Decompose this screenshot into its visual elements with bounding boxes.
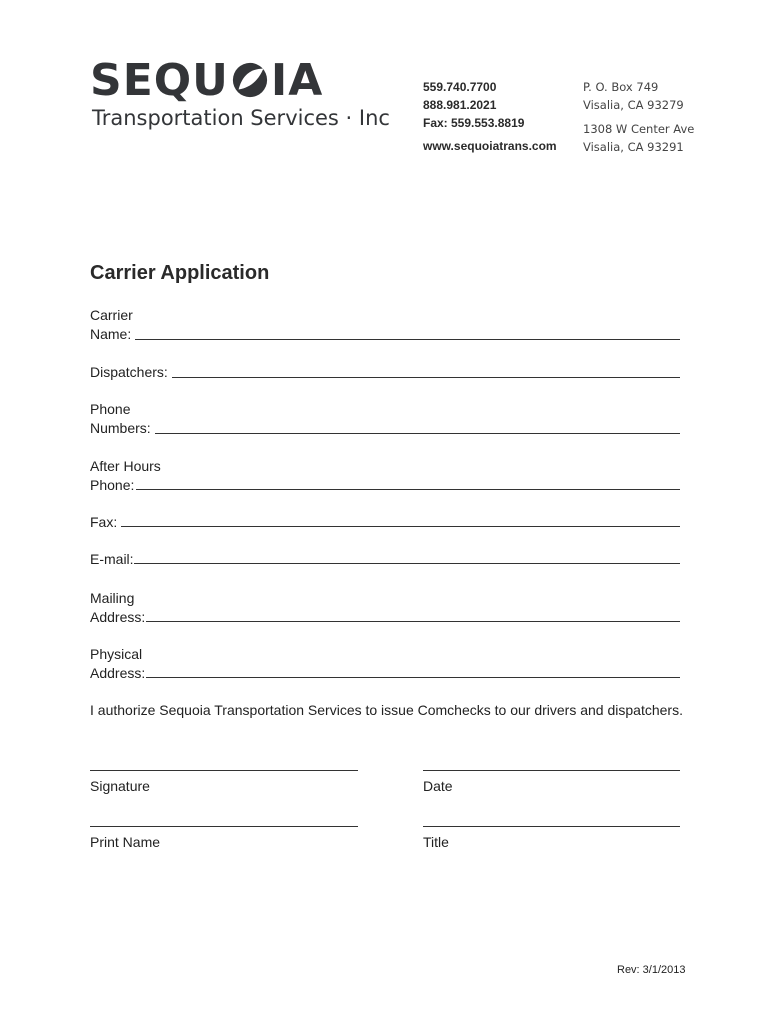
after-hours-phone-field[interactable] [136,489,680,490]
carrier-name-label-line2: Name: [90,326,132,342]
carrier-name-field[interactable] [135,339,680,340]
mailing-address-label [90,589,145,627]
logo-text-part1: SEQU [90,55,229,106]
print-name-field[interactable] [90,826,358,827]
phone-numbers-label [90,400,151,438]
physical-address-label-line2: Address: [90,665,146,681]
mailing-address-label-line1: Mailing [90,590,135,606]
toll-free-number: 888.981.2021 [423,98,497,112]
po-box: P. O. Box 749 [583,80,659,94]
carrier-name-label-line1: Carrier [90,307,133,323]
phone-block [423,78,524,132]
date-label: Date [423,778,453,794]
physical-address-field[interactable] [146,677,680,678]
phone-numbers-label-line1: Phone [90,401,131,417]
logo-text-part2: IA [270,55,324,106]
date-field[interactable] [423,770,680,771]
dispatchers-label: Dispatchers: [90,364,168,380]
print-name-label: Print Name [90,834,161,850]
physical-address-label-line1: Physical [90,646,143,662]
street-address [583,120,694,156]
dispatchers-field[interactable] [172,377,680,378]
physical-address-label [90,645,145,683]
street: 1308 W Center Ave [583,122,695,136]
fax-number: Fax: 559.553.8819 [423,116,525,130]
revision-date: Rev: 3/1/2013 [617,964,686,976]
after-hours-label-line2: Phone: [90,477,135,493]
fax-field[interactable] [121,526,680,527]
fax-label: Fax: [90,514,118,530]
phone-numbers-label-line2: Numbers: [90,420,151,436]
logo-subtitle: Transportation Services · Inc [92,106,390,130]
phone-numbers-field[interactable] [155,433,680,434]
title-field[interactable] [423,826,680,827]
mailing-address-field[interactable] [146,621,680,622]
authorization-statement: I authorize Sequoia Transportation Services to issue Comchecks to our drivers and dispatchers. [90,702,683,718]
po-city: Visalia, CA 93279 [583,98,684,112]
website: www.sequoiatrans.com [423,139,557,153]
email-label: E-mail: [90,551,134,567]
po-box-address [583,78,684,114]
email-field[interactable] [134,563,680,564]
carrier-name-label [90,306,133,344]
signature-label: Signature [90,778,150,794]
title-label: Title [423,834,449,850]
leaf-logo-icon [231,61,269,99]
form-title: Carrier Application [90,262,270,284]
after-hours-label-line1: After Hours [90,458,161,474]
signature-field[interactable] [90,770,358,771]
mailing-address-label-line2: Address: [90,609,146,625]
phone-number: 559.740.7700 [423,80,497,94]
street-city: Visalia, CA 93291 [583,140,684,154]
company-logo [90,55,380,106]
